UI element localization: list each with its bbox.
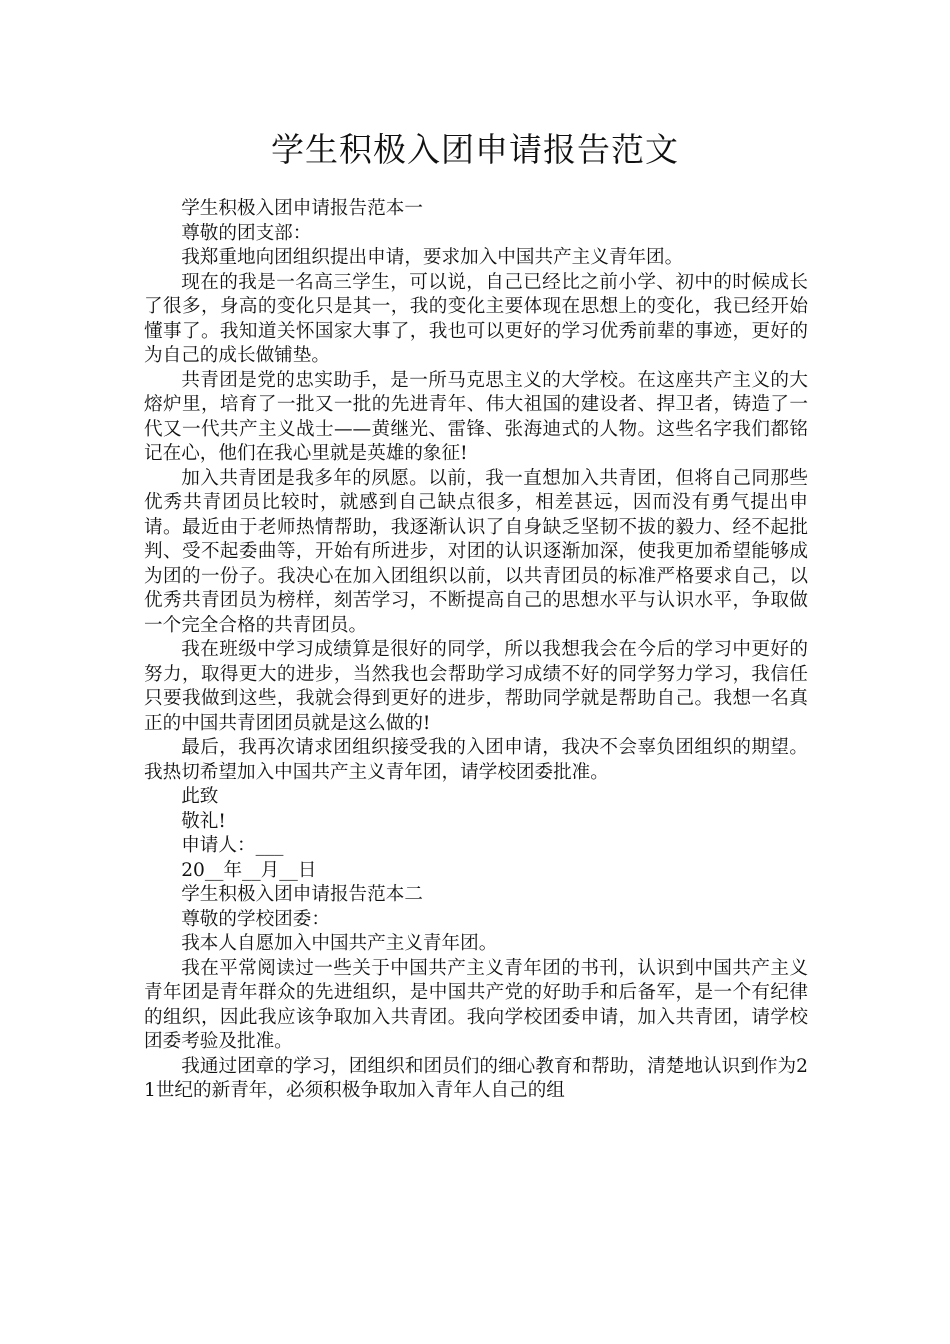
salutation: 尊敬的学校团委： (181, 908, 330, 930)
applicant-line: 申请人：___ (181, 835, 284, 856)
date-line: 20__年__月__日 (181, 859, 317, 881)
paragraph: 我郑重地向团组织提出申请，要求加入中国共产主义青年团。 (181, 247, 684, 268)
paragraph: 我在班级中学习成绩算是很好的同学，所以我想我会在今后的学习中更好的努力，取得更大的进步，当然我也会帮助学习成绩不好的同学努力学习，我信任只要我做到这些，我就会得到更好的进步，帮助同学就是帮助自己。我想一名真正的中国共青团团员就是这么做的! (144, 639, 808, 734)
salutation: 尊敬的团支部： (181, 222, 312, 244)
paragraph: 我本人自愿加入中国共产主义青年团。 (181, 933, 498, 954)
section-heading: 学生积极入团申请报告范本二 (181, 884, 423, 905)
paragraph: 共青团是党的忠实助手，是一所马克思主义的大学校。在这座共产主义的大熔炉里，培育了一批又一批的先进青年、伟大祖国的建设者、捍卫者，铸造了一代又一代共产主义战士——黄继光、雷锋、张海迪式的人物。这些名字我们都铭记在心，他们在我心里就是英雄的象征! (144, 369, 808, 464)
paragraph: 最后，我再次请求团组织接受我的入团申请，我决不会辜负团组织的期望。我热切希望加入中国共产主义青年团，请学校团委批准。 (144, 737, 808, 783)
paragraph: 加入共青团是我多年的夙愿。以前，我一直想加入共青团，但将自己同那些优秀共青团员比较时，就感到自己缺点很多，相差甚远，因而没有勇气提出申请。最近由于老师热情帮助，我逐渐认识了自身缺乏坚韧不拔的毅力、经不起批判、受不起委曲等，开始有所进步，对团的认识逐渐加深，使我更加希望能够成为团的一份子。我决心在加入团组织以前，以共青团员的标准严格要求自己，以优秀共青团员为榜样，刻苦学习，不断提高自己的思想水平与认识水平，争取做一个完全合格的共青团员。 (144, 467, 808, 636)
document-title: 学生积极入团申请报告范文 (271, 130, 679, 169)
paragraph: 我通过团章的学习，团组织和团员们的细心教育和帮助，清楚地认识到作为21世纪的新青年，必须积极争取加入青年人自己的组 (144, 1055, 808, 1101)
closing-line: 此致 (181, 786, 219, 807)
paragraph: 现在的我是一名高三学生，可以说，自己已经比之前小学、初中的时候成长了很多，身高的变化只是其一，我的变化主要体现在思想上的变化，我已经开始懂事了。我知道关怀国家大事了，我也可以更好的学习优秀前辈的事迹，更好的为自己的成长做铺垫。 (144, 271, 808, 366)
section-heading: 学生积极入团申请报告范本一 (181, 198, 423, 219)
document-body (144, 197, 808, 1104)
paragraph: 我在平常阅读过一些关于中国共产主义青年团的书刊，认识到中国共产主义青年团是青年群众的先进组织，是中国共产党的好助手和后备军，是一个有纪律的组织，因此我应该争取加入共青团。我向学校团委申请，加入共青团，请学校团委考验及批准。 (144, 957, 808, 1052)
closing-line: 敬礼! (181, 810, 226, 832)
